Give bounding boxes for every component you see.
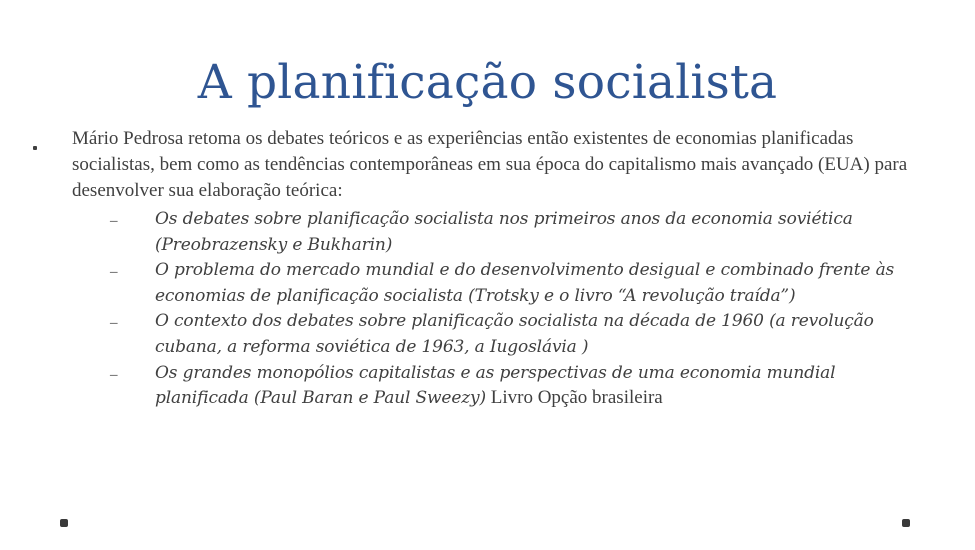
corner-mark-right <box>902 519 910 527</box>
sub-point <box>110 309 920 360</box>
sub-point-text: O contexto dos debates sobre planificação socialista na década de 1960 (a revolução cubana, a reforma soviética de 1963, a Iugoslávia ) <box>155 311 874 357</box>
sub-point-text: Os grandes monopólios capitalistas e as perspectivas de uma economia mundial planificada (Paul Baran e Paul Sweezy) <box>155 362 836 409</box>
bullet-dot <box>33 146 37 150</box>
sub-point <box>110 361 920 412</box>
sub-point <box>110 207 920 258</box>
slide-title: A planificação socialista <box>197 55 778 110</box>
dash-bullet: – <box>110 366 118 383</box>
dash-bullet: – <box>110 213 118 229</box>
sub-point-list <box>110 207 920 412</box>
sub-point-extra: Livro Opção brasileira <box>486 387 663 409</box>
sub-point <box>110 258 920 309</box>
dash-bullet: – <box>110 315 118 332</box>
dash-bullet: – <box>110 264 118 281</box>
sub-point-text: Os debates sobre planificação socialista nos primeiros anos da economia soviética (Preobrazensky e Bukharin) <box>155 209 853 255</box>
sub-point-text: O problema do mercado mundial e do desenvolvimento desigual e combinado frente às economias de planificação socialista (Trotsky e o livro “A revolução traída”) <box>155 260 895 306</box>
intro-paragraph: Mário Pedrosa retoma os debates teóricos e as experiências então existentes de economias planificadas socialistas, bem como as tendências contemporâneas em sua época do capitalismo mais avançado (EUA) para desenvolver sua elaboração teórica: <box>72 128 908 201</box>
corner-mark-left <box>60 519 68 527</box>
